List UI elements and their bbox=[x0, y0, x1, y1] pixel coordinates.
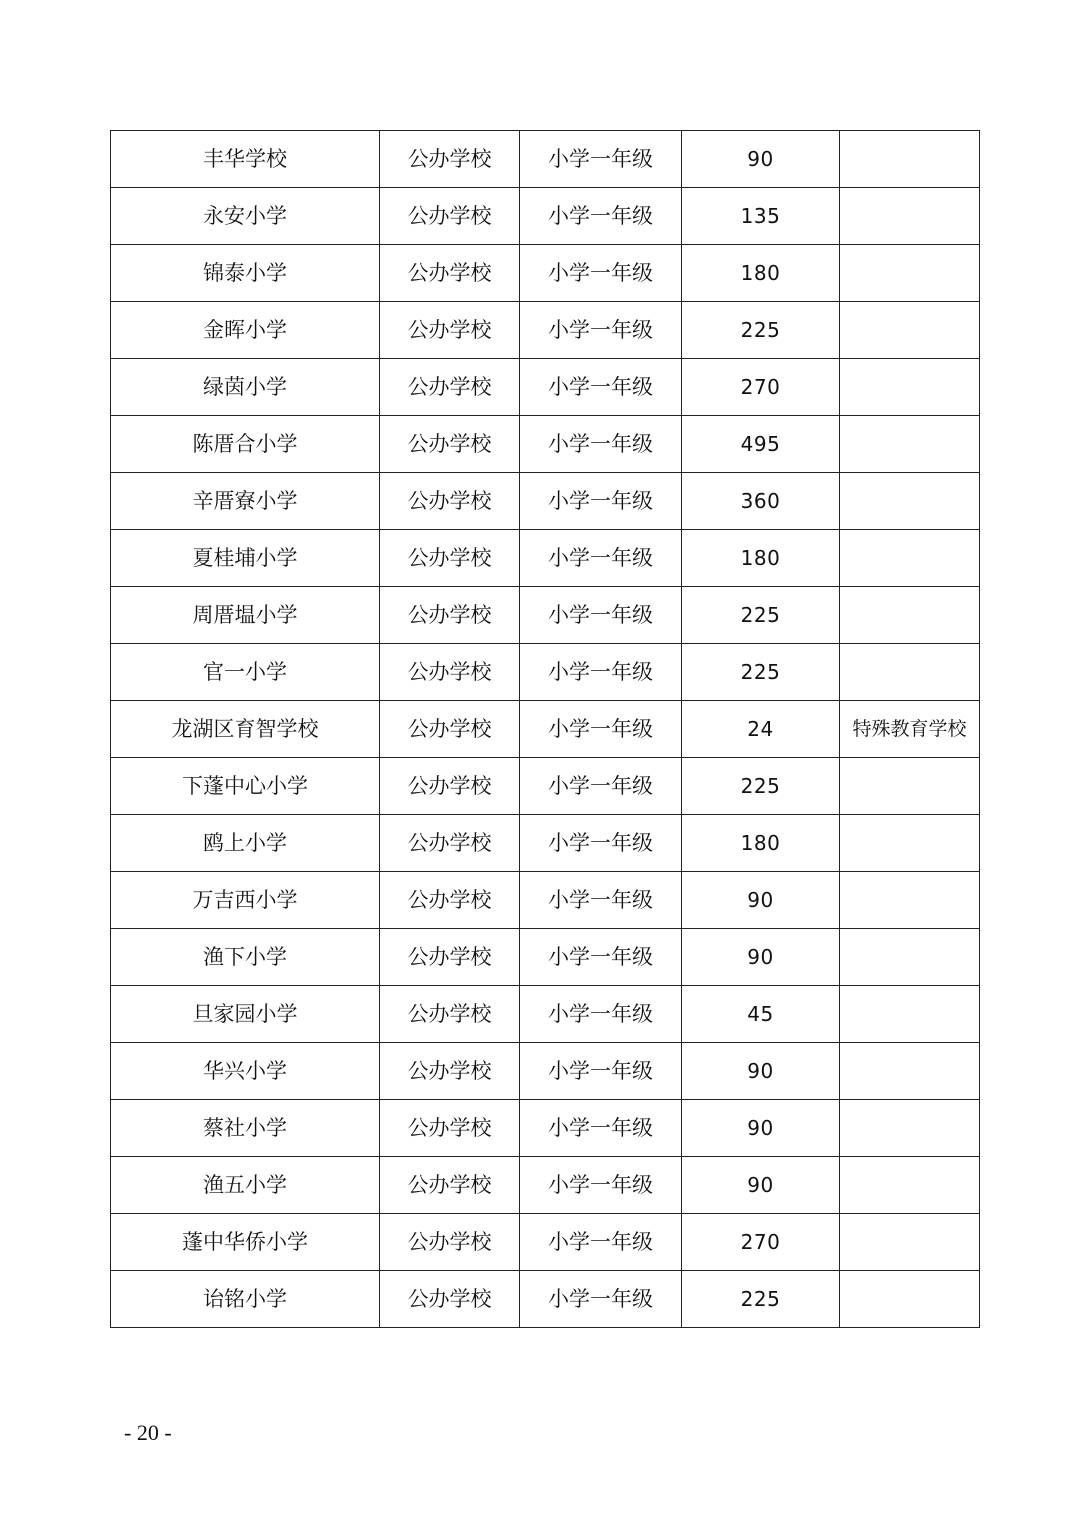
school-name-cell: 金晖小学 bbox=[111, 302, 380, 359]
table-row bbox=[111, 359, 980, 416]
table-row bbox=[111, 1043, 980, 1100]
table-row bbox=[111, 929, 980, 986]
note-cell bbox=[840, 1043, 980, 1100]
school-name-cell: 龙湖区育智学校 bbox=[111, 701, 380, 758]
table-row bbox=[111, 1100, 980, 1157]
table-row bbox=[111, 1271, 980, 1328]
table-body bbox=[111, 131, 980, 1328]
note-cell bbox=[840, 359, 980, 416]
enrollment-count-cell: 90 bbox=[682, 872, 840, 929]
school-type-cell: 公办学校 bbox=[380, 644, 520, 701]
page-number: - 20 - bbox=[124, 1420, 172, 1445]
enrollment-count-cell: 495 bbox=[682, 416, 840, 473]
grade-cell: 小学一年级 bbox=[520, 815, 682, 872]
note-cell bbox=[840, 302, 980, 359]
grade-cell: 小学一年级 bbox=[520, 416, 682, 473]
school-name-cell: 蔡社小学 bbox=[111, 1100, 380, 1157]
school-type-cell: 公办学校 bbox=[380, 815, 520, 872]
grade-cell: 小学一年级 bbox=[520, 473, 682, 530]
grade-cell: 小学一年级 bbox=[520, 758, 682, 815]
school-name-cell: 官一小学 bbox=[111, 644, 380, 701]
note-cell bbox=[840, 416, 980, 473]
enrollment-count-cell: 180 bbox=[682, 530, 840, 587]
table-row bbox=[111, 758, 980, 815]
school-type-cell: 公办学校 bbox=[380, 758, 520, 815]
table-row bbox=[111, 302, 980, 359]
school-type-cell: 公办学校 bbox=[380, 416, 520, 473]
enrollment-count-cell: 360 bbox=[682, 473, 840, 530]
grade-cell: 小学一年级 bbox=[520, 359, 682, 416]
school-name-cell: 下蓬中心小学 bbox=[111, 758, 380, 815]
school-type-cell: 公办学校 bbox=[380, 1271, 520, 1328]
table-row bbox=[111, 1214, 980, 1271]
note-cell bbox=[840, 1100, 980, 1157]
grade-cell: 小学一年级 bbox=[520, 587, 682, 644]
note-cell bbox=[840, 131, 980, 188]
school-type-cell: 公办学校 bbox=[380, 1214, 520, 1271]
grade-cell: 小学一年级 bbox=[520, 986, 682, 1043]
note-cell bbox=[840, 758, 980, 815]
grade-cell: 小学一年级 bbox=[520, 929, 682, 986]
school-name-cell: 辛厝寮小学 bbox=[111, 473, 380, 530]
school-type-cell: 公办学校 bbox=[380, 473, 520, 530]
enrollment-count-cell: 225 bbox=[682, 758, 840, 815]
school-name-cell: 永安小学 bbox=[111, 188, 380, 245]
grade-cell: 小学一年级 bbox=[520, 1214, 682, 1271]
note-cell bbox=[840, 1271, 980, 1328]
school-name-cell: 渔五小学 bbox=[111, 1157, 380, 1214]
grade-cell: 小学一年级 bbox=[520, 1271, 682, 1328]
grade-cell: 小学一年级 bbox=[520, 1157, 682, 1214]
enrollment-count-cell: 225 bbox=[682, 587, 840, 644]
enrollment-count-cell: 90 bbox=[682, 131, 840, 188]
school-type-cell: 公办学校 bbox=[380, 986, 520, 1043]
note-cell bbox=[840, 1157, 980, 1214]
enrollment-count-cell: 225 bbox=[682, 644, 840, 701]
note-cell bbox=[840, 986, 980, 1043]
school-name-cell: 周厝塭小学 bbox=[111, 587, 380, 644]
grade-cell: 小学一年级 bbox=[520, 302, 682, 359]
grade-cell: 小学一年级 bbox=[520, 131, 682, 188]
school-type-cell: 公办学校 bbox=[380, 872, 520, 929]
enrollment-count-cell: 90 bbox=[682, 1100, 840, 1157]
school-name-cell: 丰华学校 bbox=[111, 131, 380, 188]
table-row bbox=[111, 701, 980, 758]
grade-cell: 小学一年级 bbox=[520, 872, 682, 929]
table-row bbox=[111, 530, 980, 587]
school-type-cell: 公办学校 bbox=[380, 1100, 520, 1157]
school-name-cell: 渔下小学 bbox=[111, 929, 380, 986]
school-type-cell: 公办学校 bbox=[380, 701, 520, 758]
enrollment-count-cell: 24 bbox=[682, 701, 840, 758]
school-name-cell: 鸥上小学 bbox=[111, 815, 380, 872]
grade-cell: 小学一年级 bbox=[520, 644, 682, 701]
school-name-cell: 华兴小学 bbox=[111, 1043, 380, 1100]
school-name-cell: 锦泰小学 bbox=[111, 245, 380, 302]
school-type-cell: 公办学校 bbox=[380, 1043, 520, 1100]
school-name-cell: 万吉西小学 bbox=[111, 872, 380, 929]
school-name-cell: 陈厝合小学 bbox=[111, 416, 380, 473]
note-cell: 特殊教育学校 bbox=[840, 701, 980, 758]
enrollment-count-cell: 90 bbox=[682, 1043, 840, 1100]
note-cell bbox=[840, 872, 980, 929]
enrollment-count-cell: 180 bbox=[682, 245, 840, 302]
enrollment-count-cell: 270 bbox=[682, 1214, 840, 1271]
school-type-cell: 公办学校 bbox=[380, 1157, 520, 1214]
enrollment-count-cell: 45 bbox=[682, 986, 840, 1043]
school-type-cell: 公办学校 bbox=[380, 929, 520, 986]
school-type-cell: 公办学校 bbox=[380, 530, 520, 587]
school-name-cell: 蓬中华侨小学 bbox=[111, 1214, 380, 1271]
note-cell bbox=[840, 530, 980, 587]
table-row bbox=[111, 872, 980, 929]
school-type-cell: 公办学校 bbox=[380, 587, 520, 644]
note-cell bbox=[840, 245, 980, 302]
note-cell bbox=[840, 815, 980, 872]
enrollment-count-cell: 225 bbox=[682, 302, 840, 359]
table-row bbox=[111, 416, 980, 473]
school-type-cell: 公办学校 bbox=[380, 245, 520, 302]
table-row bbox=[111, 644, 980, 701]
table-row bbox=[111, 473, 980, 530]
grade-cell: 小学一年级 bbox=[520, 188, 682, 245]
note-cell bbox=[840, 929, 980, 986]
school-type-cell: 公办学校 bbox=[380, 188, 520, 245]
enrollment-count-cell: 135 bbox=[682, 188, 840, 245]
grade-cell: 小学一年级 bbox=[520, 701, 682, 758]
enrollment-table bbox=[110, 130, 980, 1328]
school-name-cell: 诒铭小学 bbox=[111, 1271, 380, 1328]
school-type-cell: 公办学校 bbox=[380, 302, 520, 359]
school-name-cell: 旦家园小学 bbox=[111, 986, 380, 1043]
table-row bbox=[111, 986, 980, 1043]
grade-cell: 小学一年级 bbox=[520, 530, 682, 587]
enrollment-count-cell: 90 bbox=[682, 929, 840, 986]
grade-cell: 小学一年级 bbox=[520, 1043, 682, 1100]
note-cell bbox=[840, 587, 980, 644]
table-row bbox=[111, 1157, 980, 1214]
table-row bbox=[111, 245, 980, 302]
enrollment-count-cell: 180 bbox=[682, 815, 840, 872]
table-row bbox=[111, 188, 980, 245]
note-cell bbox=[840, 644, 980, 701]
school-type-cell: 公办学校 bbox=[380, 359, 520, 416]
enrollment-count-cell: 225 bbox=[682, 1271, 840, 1328]
enrollment-count-cell: 270 bbox=[682, 359, 840, 416]
table-row bbox=[111, 587, 980, 644]
note-cell bbox=[840, 188, 980, 245]
note-cell bbox=[840, 473, 980, 530]
enrollment-count-cell: 90 bbox=[682, 1157, 840, 1214]
school-type-cell: 公办学校 bbox=[380, 131, 520, 188]
grade-cell: 小学一年级 bbox=[520, 245, 682, 302]
grade-cell: 小学一年级 bbox=[520, 1100, 682, 1157]
table-row bbox=[111, 815, 980, 872]
note-cell bbox=[840, 1214, 980, 1271]
school-name-cell: 绿茵小学 bbox=[111, 359, 380, 416]
school-name-cell: 夏桂埔小学 bbox=[111, 530, 380, 587]
table-row bbox=[111, 131, 980, 188]
